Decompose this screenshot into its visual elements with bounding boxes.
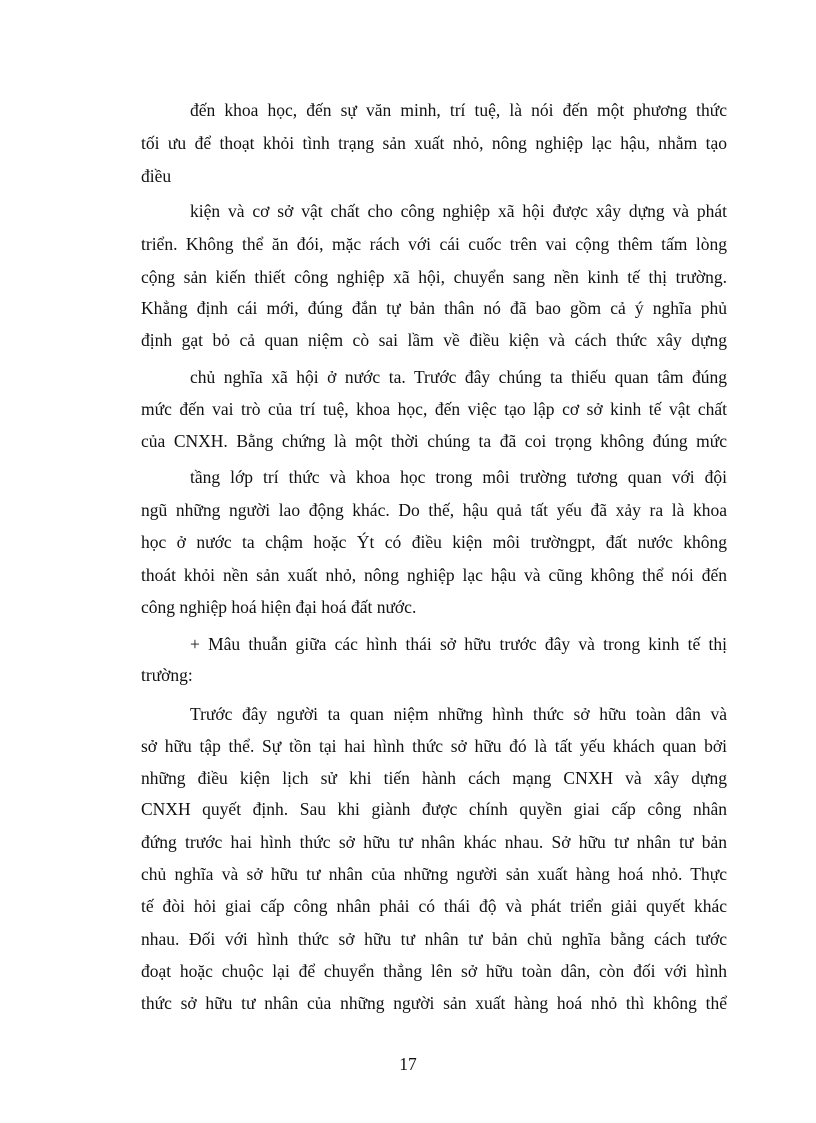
body-text-line: của CNXH. Bằng chứng là một thời chúng ta đã coi trọng không đúng mức [141,431,727,451]
body-text-line: cộng sản kiến thiết công nghiệp xã hội, chuyển sang nền kinh tế thị trường. [141,267,727,287]
body-text-line: tế đòi hỏi giai cấp công nhân phải có thái độ và phát triển giải quyết khác [141,896,727,916]
body-text-line: chủ nghĩa và sở hữu tư nhân của những người sản xuất hàng hoá nhỏ. Thực [141,864,727,884]
body-text-line: đứng trước hai hình thức sở hữu tư nhân khác nhau. Sở hữu tư nhân tư bản [141,832,727,852]
body-text-line: điều [141,166,172,186]
page-number: 17 [399,1054,417,1074]
body-text-line: những điều kiện lịch sử khi tiến hành cách mạng CNXH và xây dựng [141,768,727,788]
body-text-line: học ở nước ta chậm hoặc Ýt có điều kiện môi trườngpt, đất nước không [141,532,727,552]
body-text-line: mức đến vai trò của trí tuệ, khoa học, đến việc tạo lập cơ sở kinh tế vật chất [141,399,727,419]
body-text-line: thoát khỏi nền sản xuất nhỏ, nông nghiệp lạc hậu và cũng không thể nói đến [141,565,727,585]
body-text-line: CNXH quyết định. Sau khi giành được chính quyền giai cấp công nhân [141,799,727,819]
body-text-line: triển. Không thể ăn đói, mặc rách với cái cuốc trên vai cộng thêm tấm lòng [141,234,727,254]
body-text-line: thức sở hữu tư nhân của những người sản xuất hàng hoá nhỏ thì không thể [141,993,727,1013]
body-text-line: chủ nghĩa xã hội ở nước ta. Trước đây chúng ta thiếu quan tâm đúng [190,367,727,387]
body-text-line: tầng lớp trí thức và khoa học trong môi trường tương quan với đội [190,467,727,487]
body-text-line: tối ưu để thoạt khỏi tình trạng sản xuất nhỏ, nông nghiệp lạc hậu, nhằm tạo [141,133,727,153]
body-text-line: công nghiệp hoá hiện đại hoá đất nước. [141,597,417,617]
body-text-line: định gạt bỏ cả quan niệm cò sai lầm về điều kiện và cách thức xây dựng [141,330,727,350]
body-text-line: kiện và cơ sở vật chất cho công nghiệp xã hội được xây dựng và phát [190,201,727,221]
body-text-line: Khẳng định cái mới, đúng đắn tự bản thân nó đã bao gồm cả ý nghĩa phủ [141,298,727,318]
body-text-line: sở hữu tập thể. Sự tồn tại hai hình thức sở hữu đó là tất yếu khách quan bởi [141,736,727,756]
body-text-line: nhau. Đối với hình thức sở hữu tư nhân tư bản chủ nghĩa bằng cách tước [141,929,727,949]
body-text-line: ngũ những người lao động khác. Do thế, hậu quả tất yếu đã xảy ra là khoa [141,500,727,520]
body-text-line: Trước đây người ta quan niệm những hình thức sở hữu toàn dân và [190,704,727,724]
section-heading-line: + Mâu thuẫn giữa các hình thái sở hữu trước đây và trong kinh tế thị [190,634,727,654]
body-text-line: đoạt hoặc chuộc lại để chuyển thẳng lên sở hữu toàn dân, còn đối với hình [141,961,727,981]
section-heading-line: trường: [141,665,193,685]
body-text-line: đến khoa học, đến sự văn minh, trí tuệ, là nói đến một phương thức [190,100,727,120]
